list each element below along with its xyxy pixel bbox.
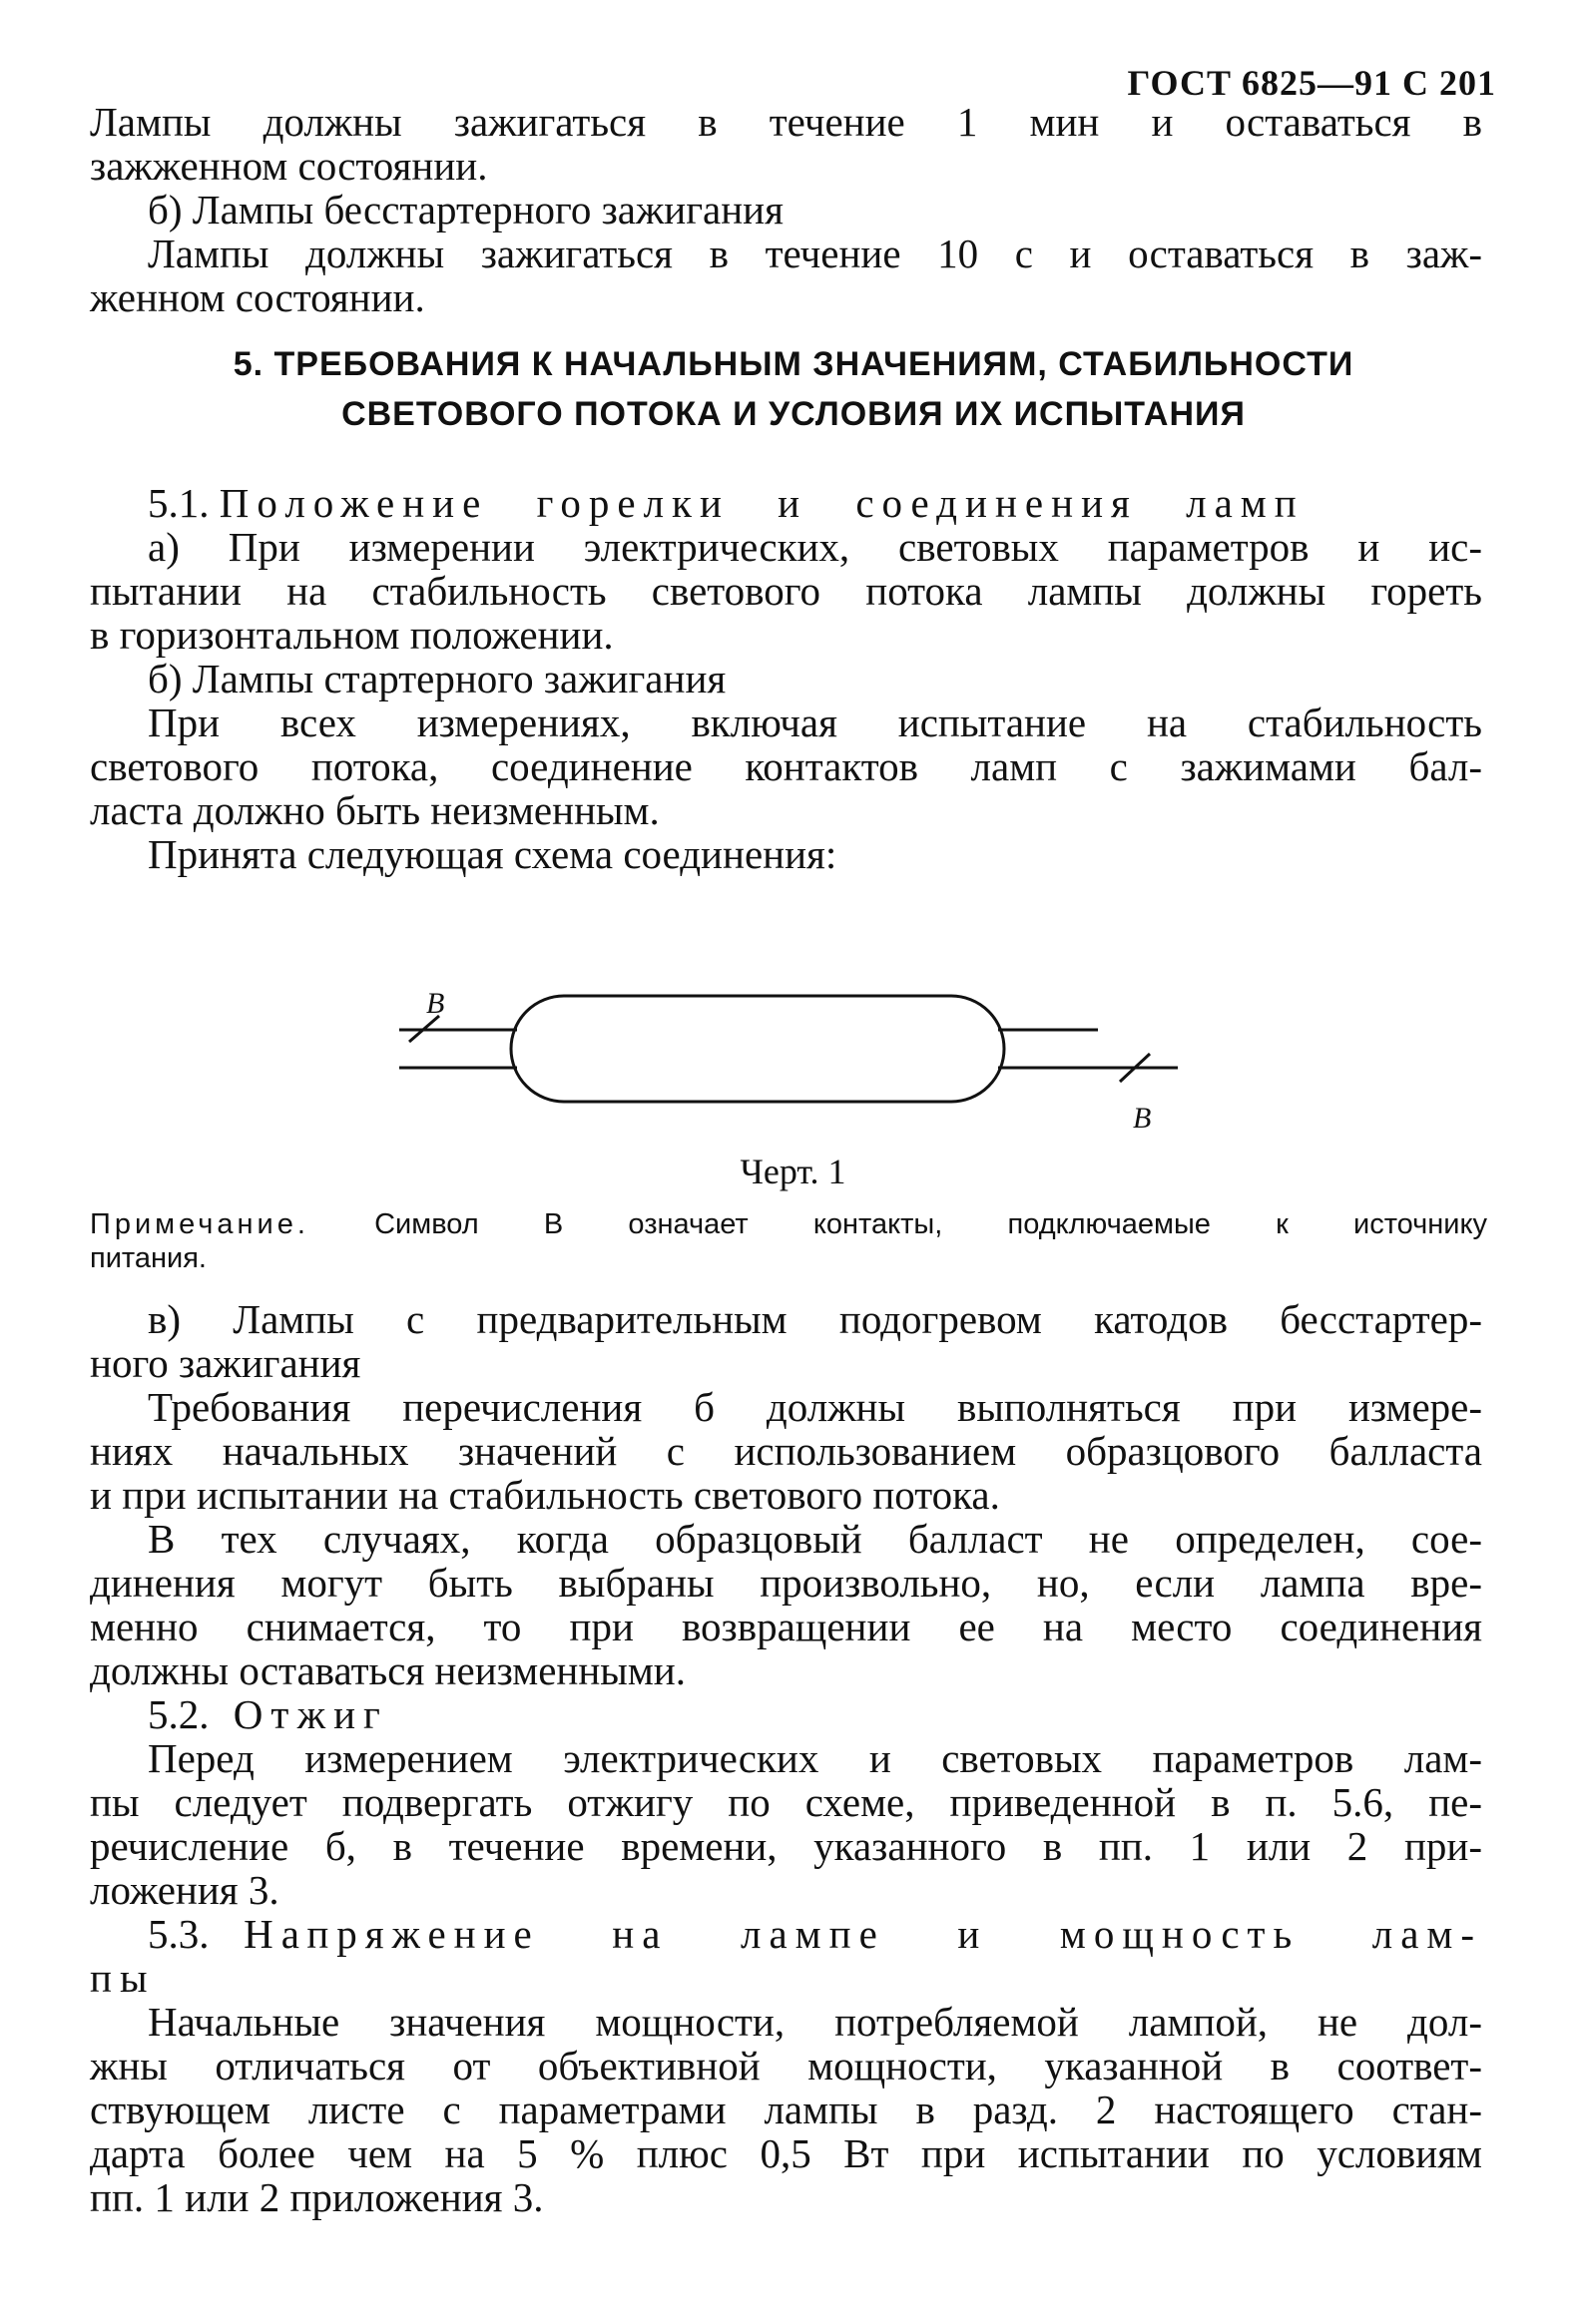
section-title-line1: 5. ТРЕБОВАНИЯ К НАЧАЛЬНЫМ ЗНАЧЕНИЯМ, СТАБИЛЬНОСТИ	[233, 345, 1354, 383]
note	[90, 1207, 1487, 1275]
item-v-line1: в) Лампы с предварительным подогревом катодов бесстартер-	[148, 1296, 1482, 1342]
clause-5-3-line4: дарта более чем на 5 % плюс 0,5 Вт при испытании по условиям	[90, 2130, 1482, 2176]
item-v-p1-line1: Требования перечисления б должны выполняться при измере-	[148, 1384, 1482, 1430]
clause-5-2-heading	[148, 1692, 1482, 1736]
item-v-p1-line2: ниях начальных значений с использованием образцового балласта	[90, 1428, 1482, 1474]
section-title-line2: СВЕТОВОГО ПОТОКА И УСЛОВИЯ ИХ ИСПЫТАНИЯ	[341, 395, 1246, 433]
item-v-line2: ного зажигания	[90, 1340, 361, 1386]
clause-5-1-a-line1: а) При измерении электрических, световых параметров и ис-	[148, 524, 1482, 570]
clause-5-1-b-title: б) Лампы стартерного зажигания	[148, 656, 727, 701]
note-text-line2: питания.	[90, 1242, 207, 1274]
clause-5-2-line3: речисление б, в течение времени, указанного в пп. 1 или 2 при-	[90, 1823, 1482, 1869]
clause-5-1-b-line2: светового потока, соединение контактов ламп с зажимами бал-	[90, 743, 1482, 789]
clause-5-2-line1: Перед измерением электрических и световых параметров лам-	[148, 1735, 1482, 1781]
para2-line2: женном состоянии.	[90, 274, 425, 320]
scheme-intro: Принята следующая схема соединения:	[148, 831, 837, 877]
clause-5-1-a-line2: пытании на стабильность светового потока лампы должны гореть	[90, 568, 1482, 614]
clause-5-2-title: Отжиг	[233, 1691, 388, 1737]
item-v-p2-line4: должны оставаться неизменными.	[90, 1647, 686, 1693]
note-line1	[90, 1207, 1487, 1241]
clause-5-1-a-line3: в горизонтальном положении.	[90, 612, 614, 658]
clause-5-3-line2: жны отличаться от объективной мощности, указанной в соответ-	[90, 2043, 1482, 2089]
page-header: ГОСТ 6825—91 С 201	[1127, 63, 1496, 103]
para2-line1: Лампы должны зажигаться в течение 10 с и оставаться в заж-	[148, 231, 1482, 276]
item-v-p2-line1: В тех случаях, когда образцовый балласт не определен, сое-	[148, 1516, 1482, 1562]
label-b-right: В	[1133, 1102, 1152, 1135]
lamp-connection-diagram	[399, 988, 1178, 1138]
item-v-p1-line3: и при испытании на стабильность светового потока.	[90, 1472, 1000, 1518]
label-b-left: В	[426, 988, 445, 1020]
clause-5-3-line5: пп. 1 или 2 приложения 3.	[90, 2174, 544, 2220]
clause-5-1-heading	[148, 481, 1482, 525]
clause-5-3-heading	[148, 1912, 1482, 1956]
clause-5-1-b-line1: При всех измерениях, включая испытание на стабильность	[148, 699, 1482, 745]
clause-5-3-title-line2: пы	[90, 1955, 156, 2001]
item-b-starterless: б) Лампы бесстартерного зажигания	[148, 187, 784, 232]
clause-5-2-line4: ложения 3.	[90, 1867, 279, 1913]
clause-5-1-b-line3: ласта должно быть неизменным.	[90, 787, 660, 833]
para1-line1: Лампы должны зажигаться в течение 1 мин и оставаться в	[90, 99, 1482, 145]
clause-5-3-number: 5.3.	[148, 1911, 210, 1957]
clause-5-1-title: Положение горелки и соединения ламп	[219, 480, 1305, 526]
clause-5-3-line3: ствующем листе с параметрами лампы в разд. 2 настоящего стан-	[90, 2087, 1482, 2132]
figure-caption: Черт. 1	[740, 1152, 846, 1191]
clause-5-1-number: 5.1.	[148, 480, 210, 526]
lamp-tube	[511, 996, 1004, 1102]
clause-5-3-line1: Начальные значения мощности, потребляемой лампой, не дол-	[148, 1999, 1482, 2045]
clause-5-2-line2: пы следует подвергать отжигу по схеме, приведенной в п. 5.6, пе-	[90, 1779, 1482, 1825]
clause-5-3-title-line1: Напряжение на лампе и мощность лам-	[244, 1911, 1482, 1957]
clause-5-2-number: 5.2.	[148, 1691, 210, 1737]
note-text-line1: Символ В означает контакты, подключаемые к источнику	[374, 1208, 1487, 1240]
item-v-p2-line2: динения могут быть выбраны произвольно, но, если лампа вре-	[90, 1560, 1482, 1606]
para1-line2: зажженном состоянии.	[90, 143, 488, 189]
note-lead: Примечание.	[90, 1208, 309, 1240]
item-v-p2-line3: менно снимается, то при возвращении ее на место соединения	[90, 1604, 1482, 1649]
